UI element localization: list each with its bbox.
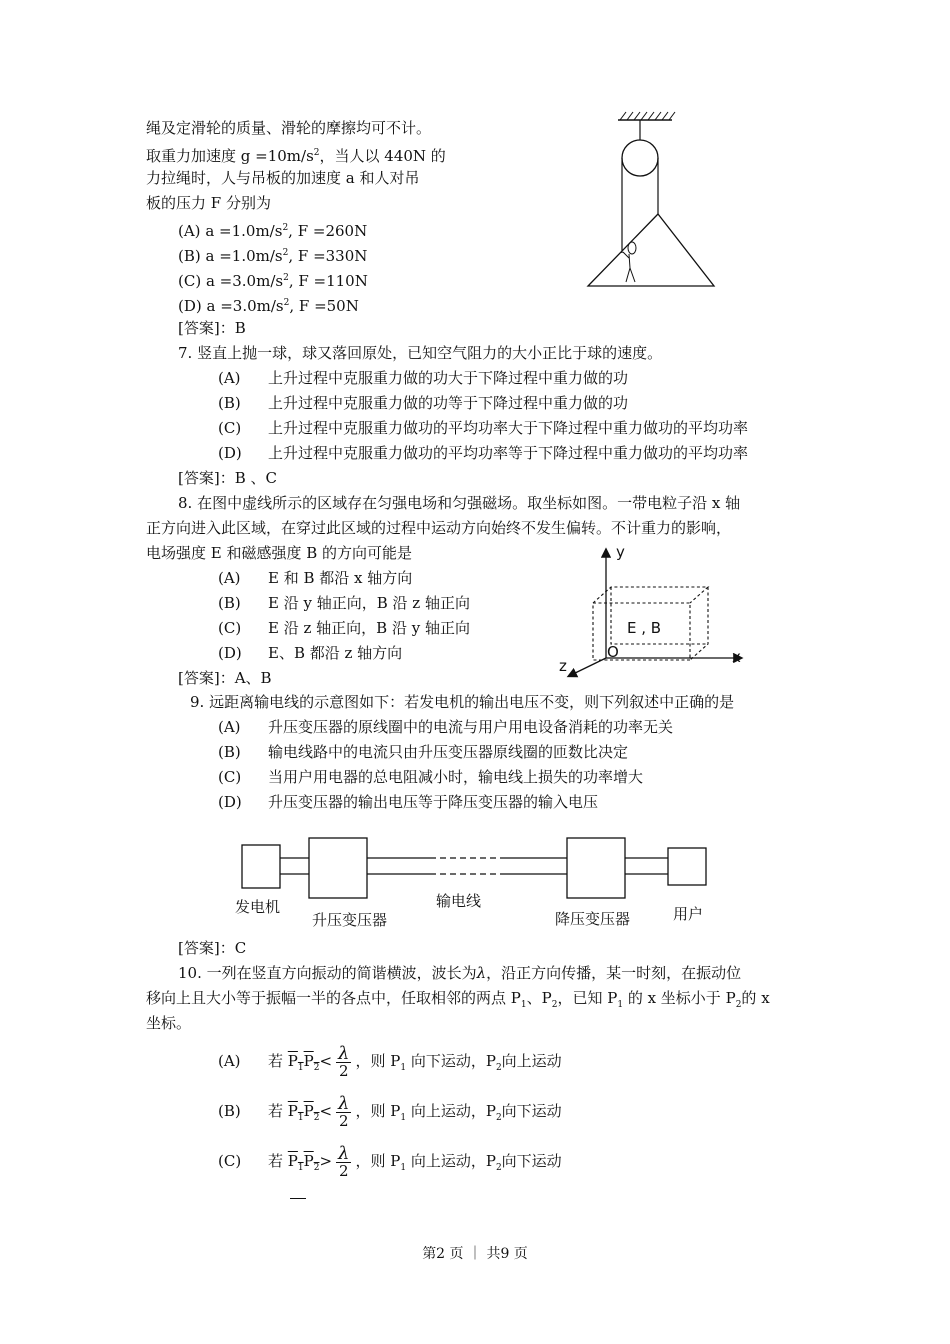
q8-line-2: 正方向进入此区域，在穿过此区域的过程中运动方向始终不发生偏转。不计重力的影响， — [146, 519, 732, 537]
user-box — [668, 848, 706, 885]
pulley-figure — [580, 108, 720, 293]
transmission-diagram — [225, 830, 725, 940]
q10-option-a: (A) 若 $P_1P_2<$ $\frac{\lambda}{2}$ ，则 $P_1$ 向下运动，$P_2$向上运动 — [218, 1042, 562, 1080]
z-label: z — [559, 657, 567, 675]
q7-option-a: (A) 上升过程中克服重力做的功大于下降过程中重力做的功 — [218, 369, 629, 387]
q8-option-d: (D) E、B 都沿 z 轴方向 — [218, 644, 403, 662]
q6-line-4: 板的压力 F 分别为 — [146, 194, 271, 212]
q8-option-a: (A) E 和 B 都沿 x 轴方向 — [218, 569, 413, 587]
q9-stem: 9. 远距离输电线的示意图如下：若发电机的输出电压不变，则下列叙述中正确的是 — [190, 693, 735, 711]
q6-line-1: 绳及定滑轮的质量、滑轮的摩擦均可不计。 — [146, 119, 432, 137]
user-label: 用户 — [673, 905, 704, 923]
q10-line-1: 10. 一列在竖直方向振动的简谐横波，波长为λ，沿正方向传播，某一时刻，在振动位 — [178, 964, 742, 982]
q10-option-c: (C) 若 $P_1P_2>$ $\frac{\lambda}{2}$ ，则 $P_1$ 向上运动，$P_2$向下运动 — [218, 1142, 562, 1180]
q7-option-c: (C) 上升过程中克服重力做功的平均功率大于下降过程中重力做功的平均功率 — [218, 419, 749, 437]
q10-option-b: (B) 若 $P_1P_2<$ $\frac{\lambda}{2}$ ，则 $P_1$ 向上运动，$P_2$向下运动 — [218, 1092, 562, 1130]
q6-option-c: (C) $a =3.0m/s^2$, F =110N — [178, 272, 368, 290]
coordinate-figure — [555, 540, 755, 685]
q9-answer: [答案]：C — [178, 939, 247, 957]
hanging-board — [588, 214, 714, 286]
page-footer: 第2 页 ｜ 共9 页 — [422, 1246, 528, 1262]
step-down-box — [567, 838, 625, 898]
q7-option-b: (B) 上升过程中克服重力做的功等于下降过程中重力做的功 — [218, 394, 629, 412]
q6-line-2: 取重力加速度 $g =10m/s^2$，当人以 440N 的 — [146, 147, 446, 165]
ceiling-hatch — [620, 112, 675, 120]
q10-line-3: 坐标。 — [146, 1014, 192, 1032]
overline-fragment — [290, 1198, 306, 1199]
line-label: 输电线 — [436, 892, 482, 910]
q6-option-b: (B) $a =1.0m/s^2$, F =330N — [178, 247, 368, 265]
q8-option-b: (B) E 沿 y 轴正向，B 沿 z 轴正向 — [218, 594, 470, 612]
step-up-box — [309, 838, 367, 898]
q7-option-d: (D) 上升过程中克服重力做功的平均功率等于下降过程中重力做功的平均功率 — [218, 444, 749, 462]
q9-option-b: (B) 输电线路中的电流只由升压变压器原线圈的匝数比决定 — [218, 743, 629, 761]
q6-answer: [答案]：B — [178, 319, 246, 337]
generator-box — [242, 845, 280, 888]
q8-line-1: 8. 在图中虚线所示的区域存在匀强电场和匀强磁场。取坐标如图。一带电粒子沿 x 轴 — [178, 494, 741, 512]
q8-line-3: 电场强度 E 和磁感强度 B 的方向可能是 — [146, 544, 413, 562]
q7-stem: 7. 竖直上抛一球，球又落回原处，已知空气阻力的大小正比于球的速度。 — [178, 344, 663, 362]
q9-option-c: (C) 当用户用电器的总电阻减小时，输电线上损失的功率增大 — [218, 768, 644, 786]
step-up-label: 升压变压器 — [312, 911, 388, 929]
q9-option-d: (D) 升压变压器的输出电压等于降压变压器的输入电压 — [218, 793, 599, 811]
x-label: x — [732, 648, 741, 666]
step-down-label: 降压变压器 — [555, 910, 631, 928]
q6-line-3: 力拉绳时，人与吊板的加速度 a 和人对吊 — [146, 169, 420, 187]
z-axis — [569, 658, 606, 676]
pulley-wheel — [622, 140, 658, 176]
q8-answer: [答案]：A、B — [178, 669, 272, 687]
q9-option-a: (A) 升压变压器的原线圈中的电流与用户用电设备消耗的功率无关 — [218, 718, 674, 736]
y-label: y — [616, 543, 625, 561]
q10-line-2: 移向上且大小等于振幅一半的各点中，任取相邻的两点 $P_1$、$P_2$，已知 $P_1$ 的 x 坐标小于 $P_2$的 x — [146, 989, 770, 1010]
q8-option-c: (C) E 沿 z 轴正向，B 沿 y 轴正向 — [218, 619, 470, 637]
field-label: E , B — [627, 619, 662, 637]
generator-label: 发电机 — [235, 898, 281, 916]
q6-option-a: (A) $a =1.0m/s^2$, F =260N — [178, 222, 368, 240]
q7-answer: [答案]：B 、C — [178, 469, 277, 487]
q6-option-d: (D) $a =3.0m/s^2$, F =50N — [178, 297, 359, 315]
origin-label: O — [607, 643, 619, 661]
transmission-dashed — [430, 858, 500, 874]
